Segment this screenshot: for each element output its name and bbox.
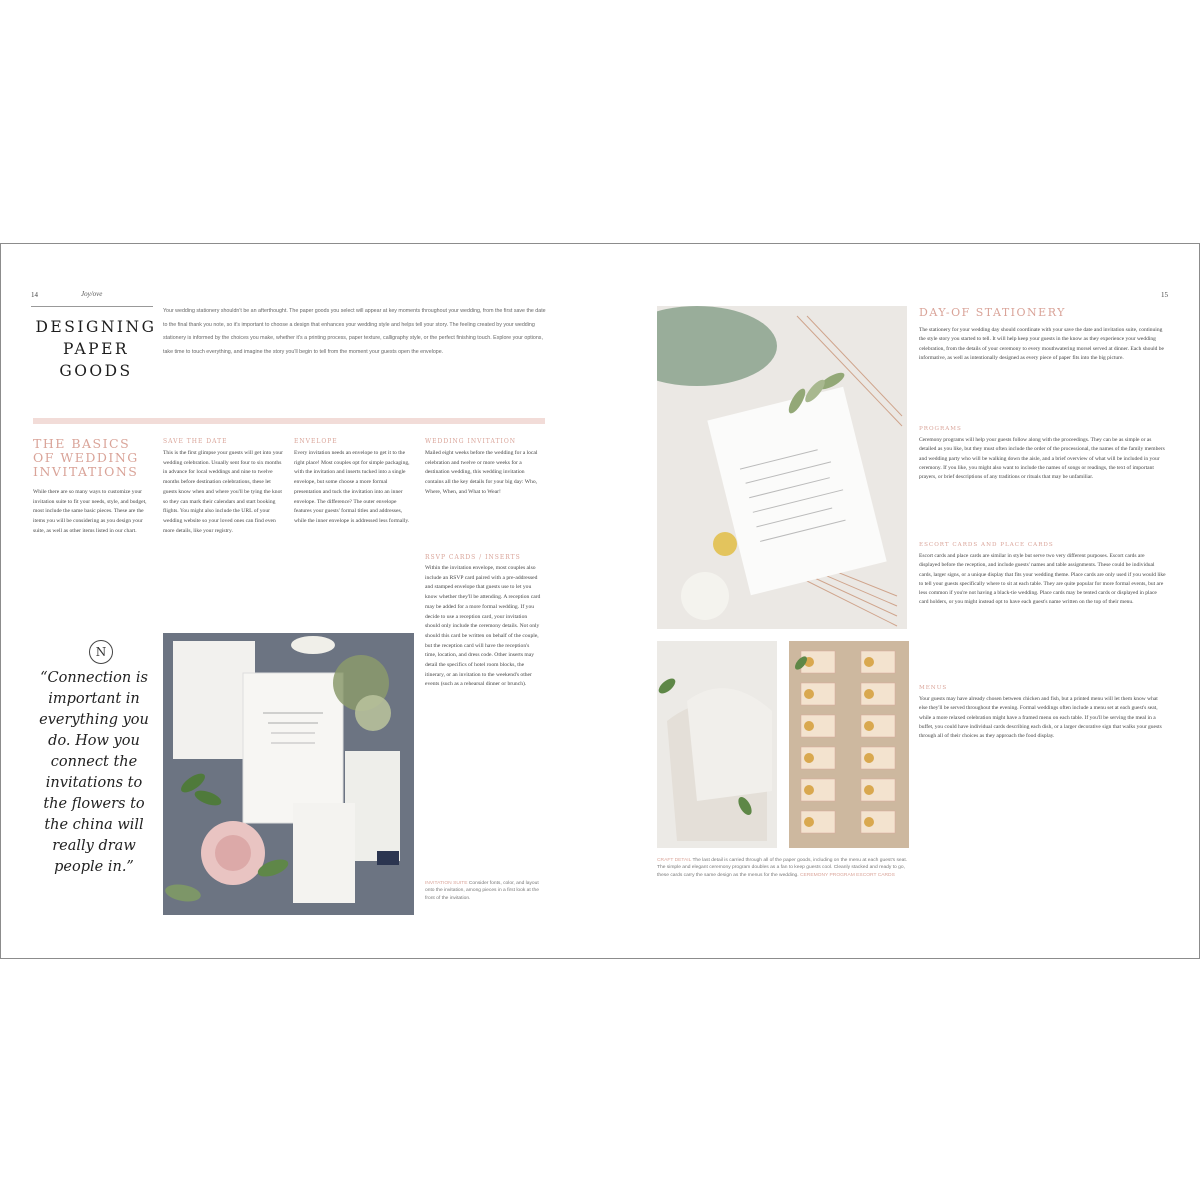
page-number-left: 14: [31, 291, 38, 299]
invitation-suite-caption: [425, 880, 543, 902]
intro-paragraph: Your wedding stationery shouldn't be an afterthought. The paper goods you select will appear at key moments throughout your wedding, from the first save the date to the final thank you note, so it's important to choose a design that enhances your wedding style and helps tell your story. The feeling created by your wedding stationery is informed by the choices you make, whether it's a printing process, paper texture, calligraphy style, or the perfect finishing touch. Explore your options, take time to touch everything, and imagine the story you'll begin to tell from the moment your guests open the envelope.: [163, 308, 546, 355]
right-caption-program: CEREMONY PROGRAM: [800, 872, 855, 878]
day-of-intro: The stationery for your wedding day should coordinate with your save the date and invitation suite, continuing the style story you started to tell. It will help keep your guests in the know as they experience your wedding celebration, from the details of your ceremony to every mouthwatering morsel served at dinner. Each should be informative, as well as intentionally designed as every piece of paper fits into the big picture.: [919, 327, 1164, 361]
day-of-stationery-heading: DAY-OF STATIONERY: [919, 306, 1066, 319]
pull-quote: “Connection is important in everything you do. How you connect the invitations to the flowers to the china will really draw people in.”: [39, 670, 149, 875]
escort-cards-heading: ESCORT CARDS AND PLACE CARDS: [919, 542, 1054, 548]
invitation-suite-caption-text: Consider fonts, color, and layout onto the invitation, among pieces in a first look at the front of the invitation.: [425, 881, 539, 901]
right-caption-text: The last detail is carried through all of the paper goods, including on the menu at each guest's seat. The simple and elegant ceremony program doubles as a fan to keep guests cool. Cleanly stacked and ready to go, these cards carry the same design as the menus for the wedding.: [657, 858, 908, 878]
right-caption-lead: CRAFT DETAIL: [657, 858, 692, 863]
programs-heading: PROGRAMS: [919, 426, 962, 432]
save-the-date-heading: SAVE THE DATE: [163, 438, 228, 445]
invitation-suite-photo: [163, 633, 414, 915]
basics-body: While there are so many ways to customize your invitation suite to fit your needs, style, and budget, most include the same basic pieces. These are the items you will be considering as you design your suite, as well as other items listed in our chart.: [33, 489, 147, 534]
rsvp-heading: RSVP CARDS / INSERTS: [425, 554, 521, 561]
page-title: [31, 316, 161, 382]
page-number-right: 15: [1161, 291, 1168, 299]
right-caption-escort: ESCORT CARDS: [856, 872, 895, 878]
rsvp-body: Within the invitation envelope, most couples also include an RSVP card paired with a pre-addressed and stamped envelope that guests use to let you know whether they'll be attending. A reception card may be added for a more formal wedding. If you decide to use a reception card, your invitation should only include the ceremony details. Not only should this card be written on behalf of the couple, but the reception card will have the reception's time, location, and dress code. Other inserts may detail the specifics of hotel room blocks, the itinerary, or an invitation to the weekend's other events (such as a rehearsal dinner or brunch).: [425, 565, 541, 688]
wedding-invitation-heading: WEDDING INVITATION: [425, 438, 517, 445]
envelope-heading: ENVELOPE: [294, 438, 338, 445]
folio-brand: Joy/ove: [81, 290, 103, 298]
book-spread: [0, 243, 1200, 959]
menu-illustration: [657, 306, 907, 629]
right-photo-caption: [657, 857, 909, 879]
pink-divider-bar: [33, 418, 545, 424]
invitation-suite-illustration: [163, 633, 414, 915]
invitation-suite-caption-lead: INVITATION SUITE: [425, 881, 468, 886]
monogram-icon: N: [89, 640, 113, 664]
escort-cards-body: Escort cards and place cards are similar in style but serve two very different purposes. Escort cards are displayed before the reception, and include guests' names and table assignments. These could be individual cards, larger signs, or a unique display that fits your wedding theme. Place cards are only used if you would like to tell your guests specifically where to sit at each table. They are quite popular for more formal events, but are less common if you're not having a black-tie wedding. Place cards may be tented cards or displayed in place card holders, or you might instead opt to have each guest's name written on the top of their menu.: [919, 553, 1166, 606]
menus-body: Your guests may have already chosen between chicken and fish, but a printed menu will let them know what else they'll be served throughout the evening. Formal weddings often include a menu set at each guest's seat, while a more relaxed celebration might have a framed menu on each table. If you'll be serving the meal in a buffet, you could have individual cards describing each dish, or a larger decorative sign that walks your guests through all of their choices as they approach the food display.: [919, 696, 1162, 740]
escort-cards-photo: [789, 641, 909, 848]
basics-heading-line-1: THE BASICS: [33, 436, 131, 451]
menus-heading: MENUS: [919, 685, 948, 691]
envelope-body: Every invitation needs an envelope to get it to the right place! Most couples opt for simple packaging, with the invitation and inserts tucked into a single envelope, but some choose a more formal presentation and tuck the invitation into an inner envelope. The difference? The outer envelope features your guests' formal titles and addresses, while the inner envelope is addressed less formally.: [294, 450, 410, 524]
basics-heading-line-2: OF WEDDING: [33, 450, 139, 465]
escort-cards-illustration: [789, 641, 909, 848]
basics-heading: [33, 437, 153, 479]
program-fan-photo: [657, 641, 777, 848]
title-line-3: GOODS: [59, 362, 133, 380]
title-line-2: PAPER: [62, 340, 130, 358]
wedding-invitation-body: Mailed eight weeks before the wedding for a local celebration and twelve or more weeks for a destination wedding, this wedding invitation contains all the key details for your big day: Who, Where, When, and What to Wear!: [425, 450, 538, 495]
title-line-1: DESIGNING: [35, 318, 157, 336]
programs-body: Ceremony programs will help your guests follow along with the proceedings. They can be as simple or as detailed as you like, but they must often include the order of the processional, the names of the family members and wedding party who will be walking down the aisle, and a brief overview of what will be included in your ceremony. If you like, you might also want to include the names of songs or readings, the text of important prayers, or brief descriptions of any traditions or rituals that may be unfamiliar.: [919, 437, 1165, 481]
save-the-date-body: This is the first glimpse your guests will get into your wedding celebration. Usually sent four to six months in advance for local weddings and nine to twelve months before destination celebrations, these let guests know when and where you'll be tying the knot so they can mark their calendars and start booking flights. You might also include the URL of your wedding website so your loved ones can find even more details, like your registry.: [163, 450, 283, 534]
title-rule: [31, 306, 153, 307]
program-fan-illustration: [657, 641, 777, 848]
basics-heading-line-3: INVITATIONS: [33, 464, 139, 479]
menu-photo: [657, 306, 907, 629]
